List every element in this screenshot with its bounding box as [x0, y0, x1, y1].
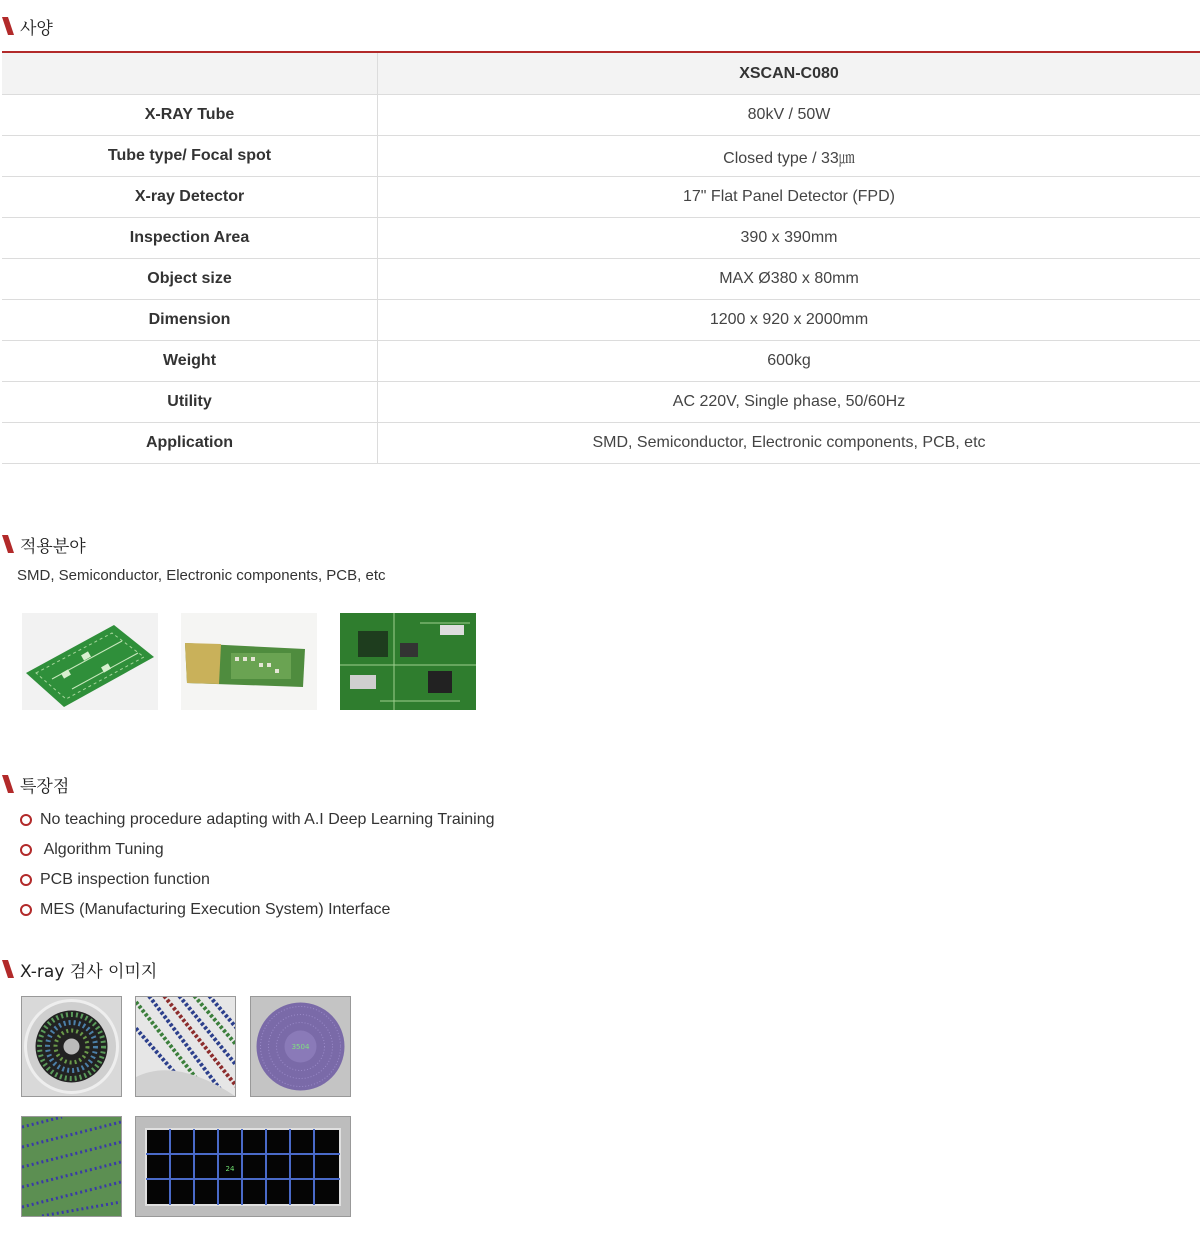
table-row: [2, 382, 1200, 423]
spec-value: 600kg: [378, 341, 1200, 382]
spec-label: Weight: [2, 341, 378, 382]
spec-value: Closed type / 33㎛: [378, 136, 1200, 177]
table-header-row: [2, 53, 1200, 95]
spec-label: Dimension: [2, 300, 378, 341]
table-row: [2, 95, 1200, 136]
circle-bullet-icon: [20, 844, 32, 856]
table-row: [2, 300, 1200, 341]
spec-label: Object size: [2, 259, 378, 300]
section-header-xray: [0, 959, 158, 982]
circle-bullet-icon: [20, 814, 32, 826]
spec-label: Utility: [2, 382, 378, 423]
section-title-features: 특장점: [20, 776, 70, 797]
table-row: [2, 423, 1200, 464]
grid-image-label: 24: [225, 1165, 235, 1173]
spec-label: Application: [2, 423, 378, 464]
table-row: [2, 218, 1200, 259]
section-title-application: 적용분야: [20, 536, 86, 557]
spec-value: 1200 x 920 x 2000mm: [378, 300, 1200, 341]
spec-value: SMD, Semiconductor, Electronic components, PCB, etc: [378, 423, 1200, 464]
pcb-photo-3: [340, 613, 476, 710]
list-item: [20, 895, 495, 925]
table-row: [2, 177, 1200, 218]
section-title-spec: 사양: [20, 18, 53, 39]
xray-image-4: [21, 1116, 122, 1217]
spec-value: 17" Flat Panel Detector (FPD): [378, 177, 1200, 218]
spec-label: X-RAY Tube: [2, 95, 378, 136]
spec-value: MAX Ø380 x 80mm: [378, 259, 1200, 300]
spec-label: Inspection Area: [2, 218, 378, 259]
table-row: [2, 341, 1200, 382]
list-item: [20, 805, 495, 835]
circle-bullet-icon: [20, 904, 32, 916]
red-slash-icon: [2, 535, 14, 553]
section-header-features: [0, 774, 70, 797]
xray-image-5: [135, 1116, 351, 1217]
spec-table: [2, 53, 1200, 464]
xray-image-2: [135, 996, 236, 1097]
section-header-spec: [0, 16, 53, 39]
feature-text: MES (Manufacturing Execution System) Interface: [40, 901, 391, 918]
feature-text: Algorithm Tuning: [40, 841, 164, 858]
feature-text: PCB inspection function: [40, 871, 210, 888]
list-item: [20, 835, 495, 865]
spec-label: Tube type/ Focal spot: [2, 136, 378, 177]
spec-label: X-ray Detector: [2, 177, 378, 218]
model-name: XSCAN-C080: [378, 53, 1200, 95]
application-text: SMD, Semiconductor, Electronic components, PCB, etc: [17, 567, 386, 584]
spec-value: 390 x 390mm: [378, 218, 1200, 259]
red-slash-icon: [2, 775, 14, 793]
table-row: [2, 259, 1200, 300]
xray-image-3: [250, 996, 351, 1097]
section-title-xray: X-ray 검사 이미지: [20, 961, 158, 982]
pcb-photo-2: [181, 613, 317, 710]
table-row: [2, 136, 1200, 177]
spec-value: AC 220V, Single phase, 50/60Hz: [378, 382, 1200, 423]
red-slash-icon: [2, 960, 14, 978]
list-item: [20, 865, 495, 895]
pcb-photo-1: [22, 613, 158, 710]
feature-text: No teaching procedure adapting with A.I Deep Learning Training: [40, 811, 495, 828]
xray-image-1: [21, 996, 122, 1097]
circle-bullet-icon: [20, 874, 32, 886]
red-slash-icon: [2, 17, 14, 35]
ring-image-label: 3504: [291, 1043, 310, 1051]
spec-value: 80kV / 50W: [378, 95, 1200, 136]
section-header-application: [0, 534, 86, 557]
feature-list: [20, 805, 495, 925]
table-header-empty: [2, 53, 378, 95]
